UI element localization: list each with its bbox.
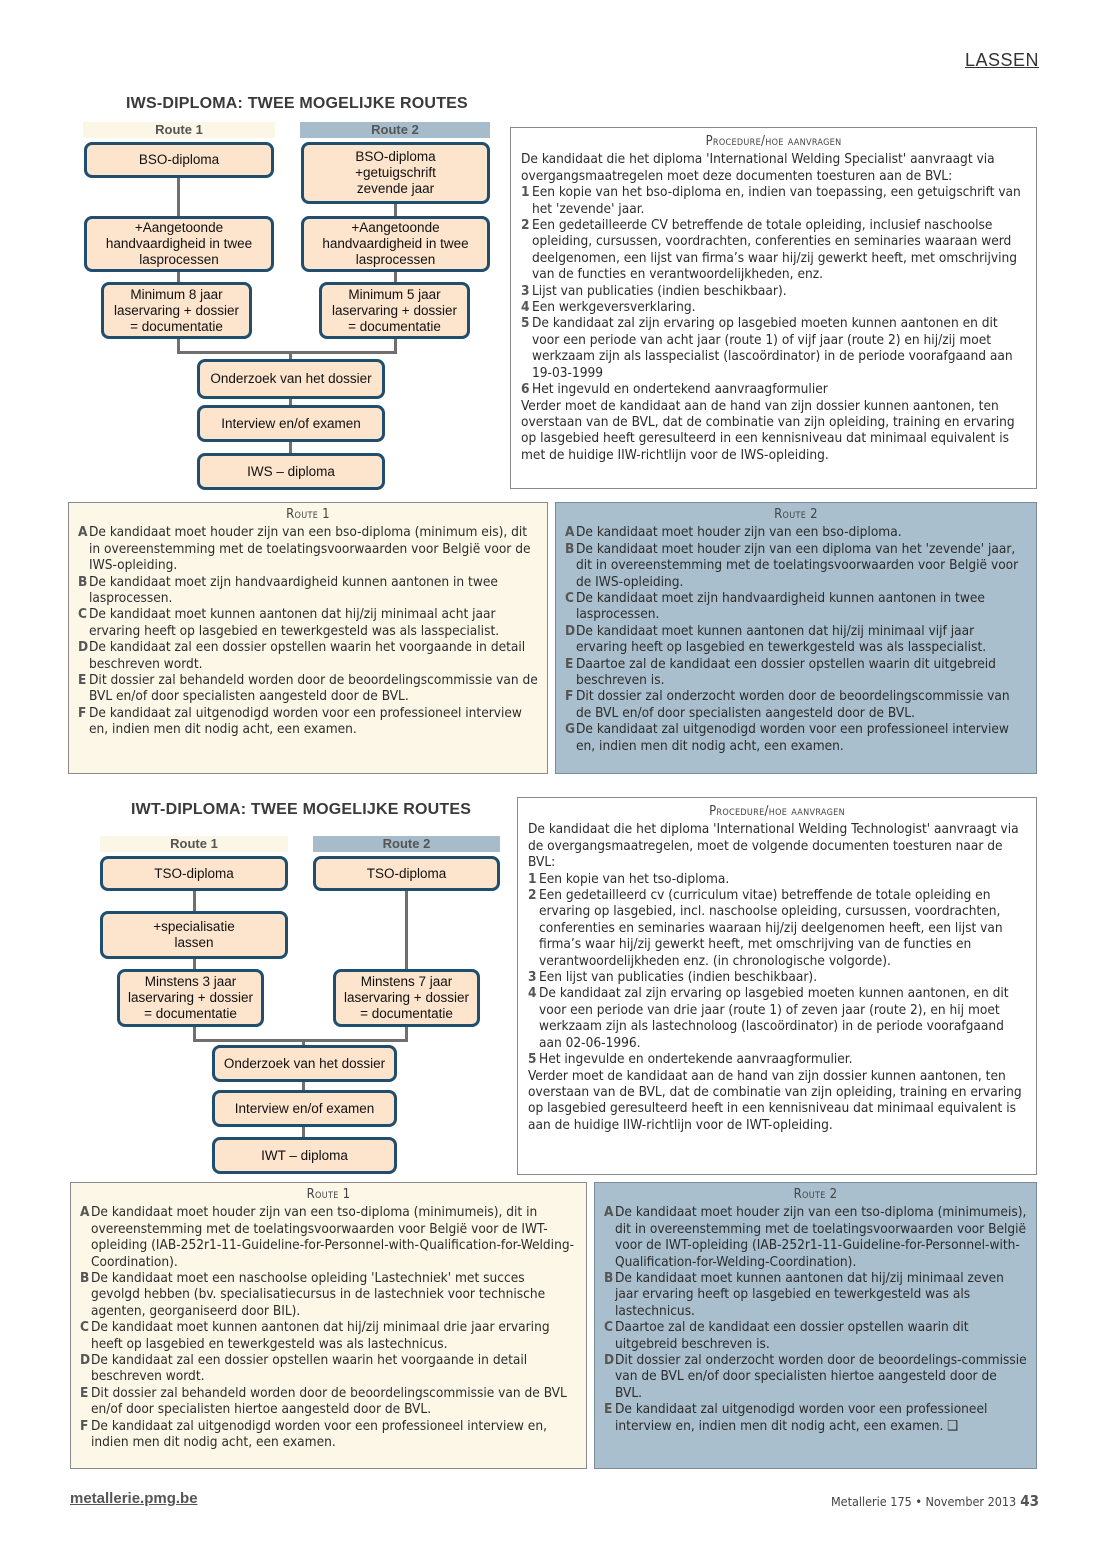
iws-r2-box-diploma <box>301 142 490 204</box>
box-line: lasprocessen <box>355 252 436 267</box>
item-key: 4 <box>528 985 537 1002</box>
box-line: +Aangetoonde <box>351 220 440 235</box>
box-line: +Aangetoonde <box>134 220 224 235</box>
list-item <box>78 524 538 573</box>
box-line: IWT – diploma <box>261 1147 348 1163</box>
item-key: C <box>80 1319 89 1336</box>
connector <box>177 178 180 218</box>
footer-issue-text: Metallerie 175 • November 2013 <box>830 1494 1017 1509</box>
iws-box-diploma <box>197 453 385 490</box>
iws-r1-box-diploma <box>84 142 274 178</box>
box-line: lassen <box>174 935 214 950</box>
list-item <box>604 1204 1027 1270</box>
item-text: Dit dossier zal onderzocht worden door de beoordelingscommissie van de BVL en/of door specialisten aangesteld door de BVL. <box>576 688 1010 721</box>
item-text: Daartoe zal de kandidaat een dossier opstellen waarin dit uitgebreid beschreven is. <box>576 655 996 689</box>
item-key: C <box>78 606 87 623</box>
item-key: B <box>80 1270 90 1287</box>
box-line: zevende jaar <box>356 181 435 196</box>
item-key: 4 <box>521 299 530 316</box>
box-line: handvaardigheid in twee <box>105 236 253 251</box>
item-key: C <box>604 1319 613 1336</box>
item-text: Lijst van publicaties (indien beschikbaar). <box>532 282 787 299</box>
list-item <box>80 1319 577 1352</box>
item-text: De kandidaat moet kunnen aantonen dat hij/zij minimaal vijf jaar ervaring heeft op lasgebied en tewerkgesteld was als lasspecialist. <box>576 622 987 656</box>
iwt-route1-label: Route 1 <box>100 836 288 852</box>
item-key: 5 <box>528 1051 537 1068</box>
iws-title: IWS-DIPLOMA: TWEE MOGELIJKE ROUTES <box>126 95 468 112</box>
box-line: Minimum 5 jaar <box>348 286 441 302</box>
list-item <box>80 1418 577 1451</box>
iwt-procedure-heading: Procedure/hoe aanvragen <box>709 804 845 819</box>
list-item <box>80 1204 577 1270</box>
box-line: Interview en/of examen <box>221 415 361 431</box>
item-key: 1 <box>521 184 530 201</box>
iwt-procedure-outro: Verder moet de kandidaat aan de hand van zijn dossier kunnen aantonen, ten overstaan van de BVL, dat de combinatie van zijn opleiding, training en ervaring op lasgebied geresulteerd heeft in een kennisniveau dat minimaal equivalent is aan de huidige IIW-richtlijn voor de IWT-opleiding. <box>528 1067 1022 1133</box>
item-text: Het ingevuld en ondertekend aanvraagformulier <box>532 381 828 398</box>
footer-site-link[interactable]: metallerie.pmg.be <box>70 1490 198 1507</box>
box-line: laservaring + dossier <box>128 990 253 1005</box>
list-item <box>528 985 1026 1051</box>
item-key: D <box>565 622 576 639</box>
item-key: 2 <box>528 887 537 904</box>
list-item <box>604 1319 1027 1352</box>
iwt-r2-box-experience <box>333 969 480 1027</box>
iws-procedure-box <box>510 127 1037 489</box>
item-text: De kandidaat zal uitgenodigd worden voor een professioneel interview en, indien men dit nodig acht, een examen. <box>91 1417 547 1451</box>
list-item <box>521 184 1026 217</box>
item-key: D <box>604 1352 615 1369</box>
list-item <box>78 672 538 705</box>
box-line: laservaring + dossier <box>114 302 239 318</box>
item-text: De kandidaat moet een naschoolse opleiding 'Lastechniek' met succes gevolgd hebben (bv. specialisatiecursus in de lastechniek voor technische agenten, georganiseerd door BIL). <box>91 1270 546 1319</box>
box-line: Minstens 7 jaar <box>360 974 453 989</box>
iwt-r1-box-diploma <box>100 856 288 891</box>
list-item <box>78 705 538 738</box>
item-key: B <box>78 573 88 590</box>
item-key: D <box>80 1352 91 1369</box>
list-item <box>604 1270 1027 1319</box>
iws-procedure-outro: Verder moet de kandidaat aan de hand van zijn dossier kunnen aantonen, ten overstaan van de BVL, dat de combinatie van zijn opleiding, training en ervaring op lasgebied heeft geresulteerd in een kennisniveau dat minimaal equivalent is met de huidige IIW-richtlijn voor de IWS-opleiding. <box>521 397 1015 463</box>
iwt-title: IWT-DIPLOMA: TWEE MOGELIJKE ROUTES <box>131 801 472 818</box>
iws-procedure-intro: De kandidaat die het diploma 'International Welding Specialist' aanvraagt via overgangsmaatregelen moet deze documenten toesturen aan de BVL: <box>521 151 995 184</box>
box-line: lasprocessen <box>139 252 219 267</box>
list-item <box>528 969 1026 985</box>
box-line: handvaardigheid in twee <box>322 236 469 251</box>
item-text: Daartoe zal de kandidaat een dossier opstellen waarin dit uitgebreid beschreven is. <box>615 1319 969 1352</box>
item-text: De kandidaat zal een dossier opstellen waarin het voorgaande in detail beschreven wordt. <box>91 1352 528 1385</box>
item-key: A <box>80 1204 90 1221</box>
box-line: laservaring + dossier <box>344 990 469 1005</box>
item-text: Een lijst van publicaties (indien beschikbaar). <box>539 969 818 986</box>
list-item <box>565 590 1027 623</box>
box-line: Minstens 3 jaar <box>144 974 237 989</box>
item-key: E <box>565 655 574 672</box>
item-key: 5 <box>521 315 530 332</box>
item-key: F <box>80 1417 89 1434</box>
list-item <box>565 541 1027 590</box>
item-key: 6 <box>521 381 530 398</box>
item-key: A <box>78 524 88 541</box>
item-text: De kandidaat zal uitgenodigd worden voor een professioneel interview en, indien men dit nodig acht, een examen. ❑ <box>615 1401 988 1434</box>
item-key: 3 <box>521 282 530 299</box>
box-line: Interview en/of examen <box>234 1100 375 1116</box>
iws-route1-label: Route 1 <box>83 122 275 138</box>
iwt-r1-box-experience <box>117 969 264 1027</box>
iwt-r1-box-specialisation <box>100 911 288 959</box>
item-text: De kandidaat moet houder zijn van een bso-diploma (minimum eis), dit in overeenstemming met de toelatingsvoorwaarden voor België voor de IWS-opleiding. <box>89 524 531 574</box>
iws-route2-box <box>555 502 1037 774</box>
list-item <box>80 1270 577 1319</box>
item-text: De kandidaat zal uitgenodigd worden voor een professioneel interview en, indien men dit nodig acht, een examen. <box>89 704 522 738</box>
box-line: laservaring + dossier <box>332 302 457 318</box>
item-text: Dit dossier zal onderzocht worden door de beoordelings-commissie van de BVL en/of door specialisten hiertoe aangesteld door de BVL. <box>615 1352 1027 1401</box>
connector <box>193 1039 408 1042</box>
box-line: BSO-diploma <box>355 149 436 164</box>
box-line: = documentatie <box>144 1006 237 1021</box>
item-text: De kandidaat moet zijn handvaardigheid kunnen aantonen in twee lasprocessen. <box>576 590 985 623</box>
box-line: +specialisatie <box>153 919 235 934</box>
box-line: = documentatie <box>348 318 441 334</box>
iwt-r2-box-diploma <box>313 856 500 891</box>
iws-r1-box-experience <box>101 282 252 339</box>
item-text: Het ingevulde en ondertekende aanvraagformulier. <box>539 1051 853 1068</box>
iwt-route2-box <box>594 1182 1037 1469</box>
list-item <box>80 1385 577 1418</box>
iws-r2-box-experience <box>319 282 470 339</box>
page-number: 43 <box>1020 1492 1039 1510</box>
list-item <box>565 524 1027 540</box>
item-text: De kandidaat moet zijn handvaardigheid kunnen aantonen in twee lasprocessen. <box>89 573 498 607</box>
list-item <box>521 283 1026 299</box>
iws-route1-heading: Route 1 <box>286 507 330 522</box>
item-key: F <box>565 688 574 705</box>
item-key: A <box>604 1204 614 1221</box>
footer-issue <box>831 1492 1039 1510</box>
list-item <box>565 656 1027 689</box>
item-key: 3 <box>528 969 537 986</box>
section-tag: LASSEN <box>964 50 1039 70</box>
iws-box-dossier <box>197 359 385 399</box>
item-text: Een gedetailleerde CV betreffende de totale opleiding, inclusief naschoolse opleiding, cursussen, voordrachten, conferenties en seminaries waaraan werd deelgenomen, een lijst van firma’s waar hij/zij gewerkt heeft, met omschrijving van de functies en verantwoordelijkheden, enz. <box>532 217 1018 283</box>
box-line: +getuigschrift <box>355 165 436 180</box>
iws-r2-box-skills <box>301 216 490 272</box>
iwt-procedure-intro: De kandidaat die het diploma 'International Welding Technologist' aanvraagt via de overgangsmaatregelen, moet de volgende documenten toesturen naar de BVL: <box>528 821 1019 871</box>
item-text: Een kopie van het tso-diploma. <box>539 870 730 887</box>
item-text: De kandidaat zal zijn ervaring op lasgebied moeten kunnen aantonen en dit voor een periode van acht jaar (route 1) of vijf jaar (route 2) en hij/zij moet werkzaam zijn als lasspecialist (lascoördinator) in de periode voorafgaand aan 19-03-1999 <box>532 315 1013 381</box>
iwt-box-dossier <box>212 1045 397 1082</box>
connector <box>405 891 408 971</box>
list-item <box>78 574 538 607</box>
iws-procedure-heading: Procedure/hoe aanvragen <box>705 134 842 149</box>
iwt-route1-box <box>70 1182 587 1469</box>
item-text: Een gedetailleerd cv (curriculum vitae) betreffende de totale opleiding en ervaring op lasgebied, incl. naschoolse opleiding, cursussen, voordrachten, conferenties en seminaries waaraan hij/zij deelgenomen heeft, een lijst van firma’s waar hij/zij gewerkt heeft, met omschrijving van de functies en verantwoordelijkheden enz. (in chronologische volgorde). <box>539 887 1003 969</box>
list-item <box>565 721 1027 754</box>
list-item <box>528 1051 1026 1067</box>
item-key: 2 <box>521 217 530 234</box>
list-item <box>565 688 1027 721</box>
iws-route2-label: Route 2 <box>300 122 490 138</box>
item-key: E <box>78 672 87 689</box>
box-line: Onderzoek van het dossier <box>223 1055 386 1071</box>
item-text: Dit dossier zal behandeld worden door de beoordelingscommissie van de BVL en/of door specialisten hiertoe aangesteld door de BVL. <box>91 1384 567 1418</box>
item-text: De kandidaat moet houder zijn van een bso-diploma. <box>576 524 902 541</box>
list-item <box>78 606 538 639</box>
list-item <box>80 1352 577 1385</box>
iwt-box-diploma <box>212 1137 397 1174</box>
item-text: De kandidaat moet kunnen aantonen dat hij/zij minimaal zeven jaar ervaring heeft op lasgebied en tewerkgesteld was als lastechnicus. <box>615 1270 1004 1319</box>
list-item <box>521 217 1026 283</box>
box-line: BSO-diploma <box>138 152 220 167</box>
item-text: Een werkgeversverklaring. <box>532 299 696 316</box>
item-key: E <box>80 1384 89 1401</box>
iws-route1-box <box>68 502 548 774</box>
connector <box>193 891 196 913</box>
item-key: B <box>565 540 575 557</box>
box-line: = documentatie <box>360 1006 453 1021</box>
item-text: De kandidaat moet houder zijn van een tso-diploma (minimumeis), dit in overeenstemming met de toelatingsvoorwaarden voor België voor de IWT-opleiding (IAB-252r1-11-Guideline-for-Personnel-with-Qualification-for-Welding-Coordination). <box>91 1204 575 1270</box>
item-key: A <box>565 524 575 541</box>
iws-box-interview <box>197 405 385 442</box>
list-item <box>78 639 538 672</box>
box-line: Onderzoek van het dossier <box>210 371 372 386</box>
item-text: De kandidaat moet houder zijn van een tso-diploma (minimumeis), dit in overeenstemming met de toelatingsvoorwaarden voor België voor de IWT-opleiding (IAB-252r1-11-Guideline-for-Personnel-with-Qualification-for-Welding-Coordination). <box>615 1204 1027 1270</box>
item-text: Dit dossier zal behandeld worden door de beoordelingscommissie van de BVL en/of door specialisten aangesteld door de BVL. <box>89 672 538 705</box>
item-key: C <box>565 590 574 607</box>
item-text: De kandidaat moet kunnen aantonen dat hij/zij minimaal drie jaar ervaring heeft op lasgebied en tewerkgesteld was als lastechnicus. <box>91 1319 550 1352</box>
list-item <box>521 299 1026 315</box>
list-item <box>528 887 1026 969</box>
item-key: B <box>604 1270 614 1287</box>
iwt-route1-heading: Route 1 <box>306 1187 351 1202</box>
box-line: Minimum 8 jaar <box>130 286 223 302</box>
iwt-route2-heading: Route 2 <box>793 1187 838 1202</box>
item-text: De kandidaat zal een dossier opstellen waarin het voorgaande in detail beschreven wordt. <box>89 639 526 672</box>
item-key: E <box>604 1401 613 1418</box>
iwt-box-interview <box>212 1090 397 1127</box>
box-line: IWS – diploma <box>247 463 335 479</box>
item-text: De kandidaat moet houder zijn van een diploma van het 'zevende' jaar, dit in overeenstemming met de toelatingsvoorwaarden voor België voor de IWS-opleiding. <box>576 540 1019 590</box>
box-line: TSO-diploma <box>154 865 234 881</box>
item-text: De kandidaat moet kunnen aantonen dat hij/zij minimaal acht jaar ervaring heeft op lasgebied en tewerkgesteld was als lasspecialist. <box>89 606 500 639</box>
item-key: F <box>78 704 87 721</box>
list-item <box>604 1352 1027 1401</box>
item-text: De kandidaat zal zijn ervaring op lasgebied moeten kunnen aantonen, en dit voor een periode van drie jaar (route 1) of zeven jaar (route 2), en hij moet werkzaam zijn als lastechnoloog (lascoördinator) in de periode voorafgaand aan 02-06-1996. <box>539 985 1009 1051</box>
item-key: 1 <box>528 870 537 887</box>
item-text: Een kopie van het bso-diploma en, indien van toepassing, een getuigschrift van het 'zevende' jaar. <box>532 184 1021 217</box>
item-text: De kandidaat zal uitgenodigd worden voor een professioneel interview en, indien men dit nodig acht, een examen. <box>576 721 1009 754</box>
list-item <box>604 1401 1027 1434</box>
connector <box>177 351 397 354</box>
iwt-procedure-box <box>517 797 1037 1175</box>
list-item <box>565 623 1027 656</box>
box-line: = documentatie <box>130 318 223 334</box>
box-line: TSO-diploma <box>366 865 447 881</box>
list-item <box>521 381 1026 397</box>
item-key: G <box>565 721 576 738</box>
iws-route2-heading: Route 2 <box>774 507 818 522</box>
iwt-route2-label: Route 2 <box>313 836 500 852</box>
item-key: D <box>78 639 89 656</box>
list-item <box>528 871 1026 887</box>
iws-r1-box-skills <box>84 216 274 272</box>
list-item <box>521 315 1026 381</box>
